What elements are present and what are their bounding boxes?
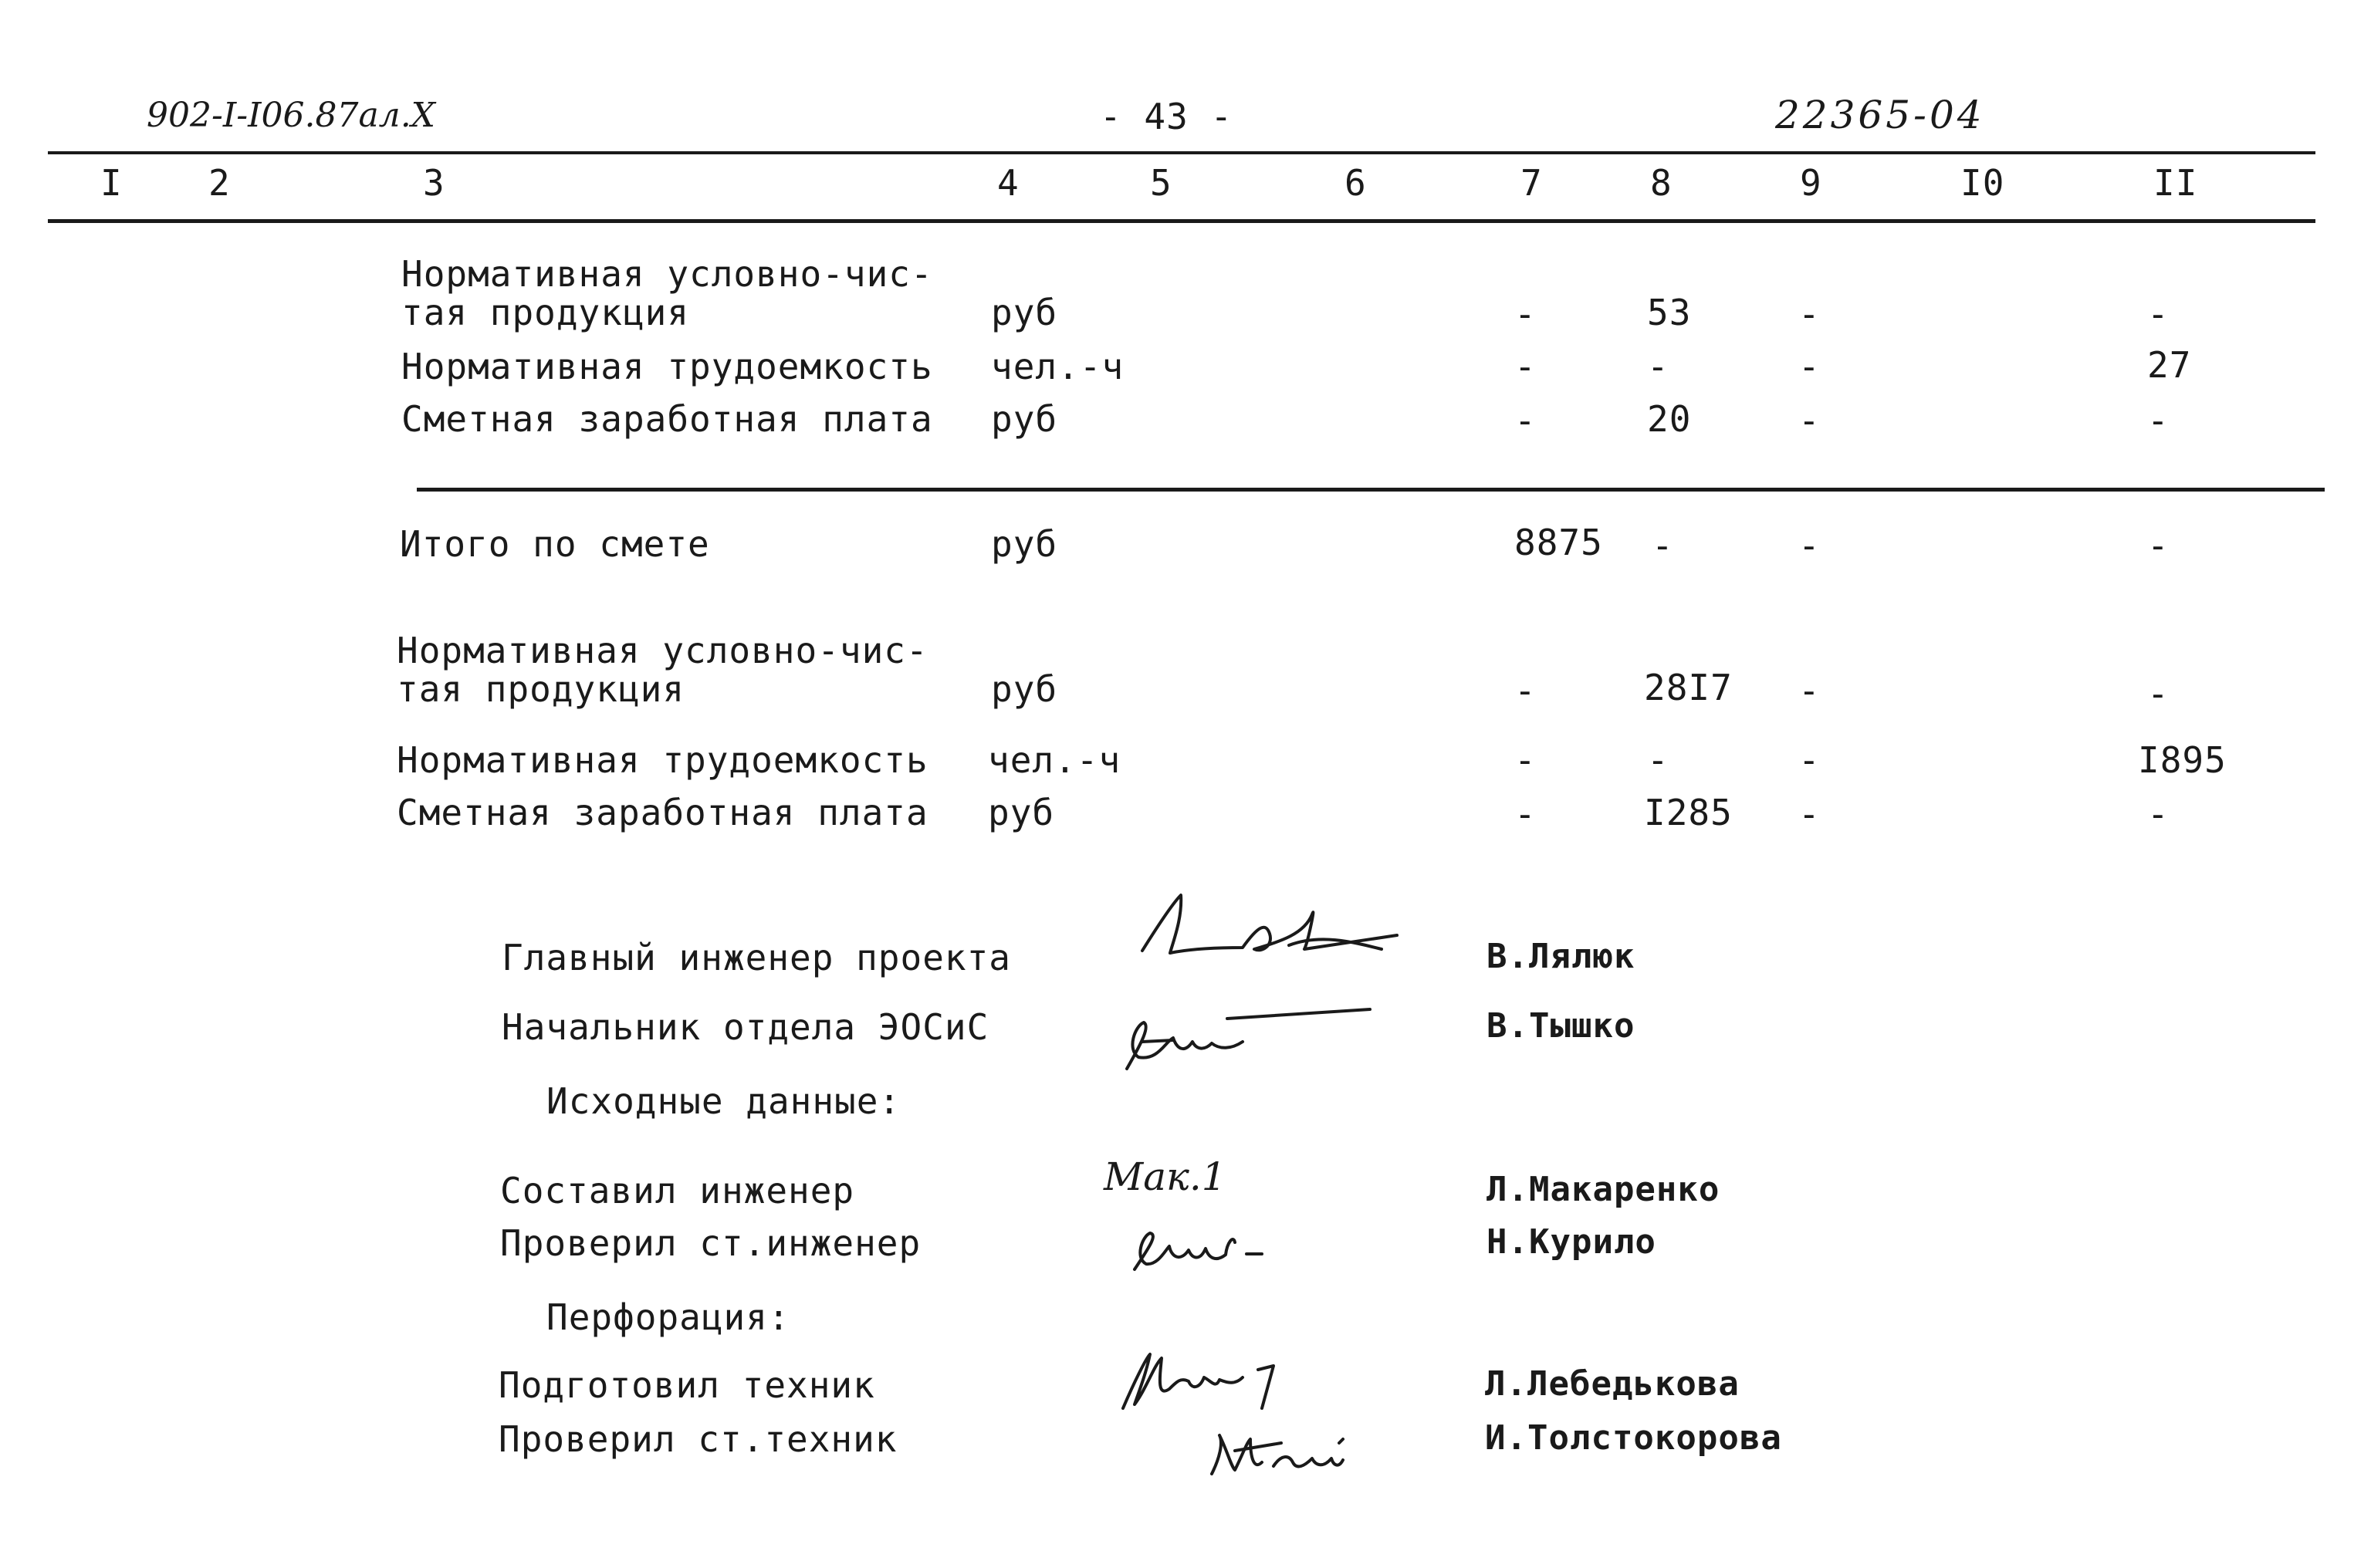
column-header: 8 — [1650, 162, 1673, 204]
col9-cell: - — [1798, 346, 1821, 387]
signer-role: Начальник отдела ЭОСиС — [502, 1006, 989, 1048]
col8-cell: 28I7 — [1644, 667, 1733, 708]
top-rule — [48, 151, 2315, 154]
col7-cell: 8875 — [1514, 522, 1603, 563]
col11-cell: - — [2147, 793, 2170, 835]
col11-cell: - — [2147, 400, 2170, 441]
column-header: 3 — [423, 162, 445, 204]
section-heading: Исходные данные: — [546, 1080, 901, 1122]
col9-cell: - — [1798, 293, 1821, 335]
unit-cell: руб — [991, 523, 1058, 565]
col7-cell: - — [1514, 670, 1537, 711]
row-label: Сметная заработная плата — [397, 792, 928, 833]
col8-cell: 20 — [1647, 398, 1692, 440]
col8-cell: - — [1647, 346, 1669, 387]
column-header: I0 — [1960, 162, 2005, 204]
row-label: Сметная заработная плата — [401, 398, 933, 440]
row-label: Нормативная условно-чис- — [397, 630, 928, 671]
column-header: 5 — [1150, 162, 1172, 204]
col9-cell: - — [1798, 739, 1821, 781]
row-label: Нормативная трудоемкость — [401, 346, 933, 387]
col11-cell: I895 — [2138, 739, 2227, 781]
col11-cell: - — [2147, 673, 2170, 715]
col9-cell: - — [1798, 525, 1821, 566]
unit-cell: руб — [991, 668, 1058, 710]
col9-cell: - — [1798, 670, 1821, 711]
col7-cell: - — [1514, 400, 1537, 441]
total-label: Итого по смете — [400, 523, 710, 565]
signer-role: Составил инженер — [500, 1170, 855, 1211]
col11-cell: - — [2147, 293, 2170, 335]
row-label: тая продукция — [397, 668, 685, 710]
col7-cell: - — [1514, 739, 1537, 781]
document-code: 902-I-I06.87ал.X — [147, 96, 435, 135]
signer-role: Подготовил техник — [499, 1364, 875, 1406]
unit-cell: руб — [988, 792, 1055, 833]
column-header: II — [2153, 162, 2198, 204]
signature-image — [1104, 1335, 1304, 1420]
inventory-number: 22365-04 — [1775, 93, 1985, 137]
unit-cell: чел.-ч — [991, 346, 1125, 387]
signer-name: В.Лялюк — [1487, 937, 1635, 976]
signature-image — [1096, 995, 1389, 1080]
unit-cell: чел.-ч — [988, 739, 1121, 781]
column-header: 9 — [1800, 162, 1822, 204]
signer-name: И.Толстокорова — [1485, 1418, 1782, 1458]
column-header: 2 — [208, 162, 231, 204]
column-header: 4 — [997, 162, 1020, 204]
signer-role: Проверил ст.техник — [499, 1418, 898, 1460]
column-header: I — [100, 162, 123, 204]
col7-cell: - — [1514, 346, 1537, 387]
column-header: 7 — [1520, 162, 1543, 204]
page-number: - 43 - — [1100, 96, 1233, 137]
unit-cell: руб — [991, 292, 1058, 333]
row-label: Нормативная условно-чис- — [401, 253, 933, 295]
col8-cell: - — [1647, 739, 1669, 781]
col8-cell: I285 — [1644, 792, 1733, 833]
signer-role: Проверил ст.инженер — [500, 1222, 922, 1264]
signature-image: Мак.1 — [1104, 1154, 1226, 1199]
signer-name: В.Тышко — [1487, 1006, 1635, 1046]
signer-name: Л.Лебедькова — [1485, 1364, 1740, 1404]
col11-cell: - — [2147, 525, 2170, 566]
row-label: тая продукция — [401, 292, 690, 333]
signer-name: Л.Макаренко — [1487, 1170, 1720, 1209]
col7-cell: - — [1514, 293, 1537, 335]
total-rule — [417, 488, 2325, 492]
section-heading: Перфорация: — [546, 1296, 790, 1338]
signer-name: Н.Курило — [1487, 1222, 1656, 1262]
signature-image — [1189, 1412, 1374, 1489]
unit-cell: руб — [991, 398, 1058, 440]
col8-cell: - — [1652, 525, 1674, 566]
col8-cell: 53 — [1647, 292, 1692, 333]
column-header: 6 — [1344, 162, 1367, 204]
col7-cell: - — [1514, 793, 1537, 835]
signature-image — [1127, 880, 1420, 965]
col11-cell: 27 — [2147, 344, 2192, 386]
col9-cell: - — [1798, 400, 1821, 441]
signer-role: Главный инженер проекта — [502, 937, 1011, 978]
row-label: Нормативная трудоемкость — [397, 739, 928, 781]
header-rule — [48, 219, 2315, 223]
signature-image — [1111, 1211, 1281, 1289]
col9-cell: - — [1798, 793, 1821, 835]
